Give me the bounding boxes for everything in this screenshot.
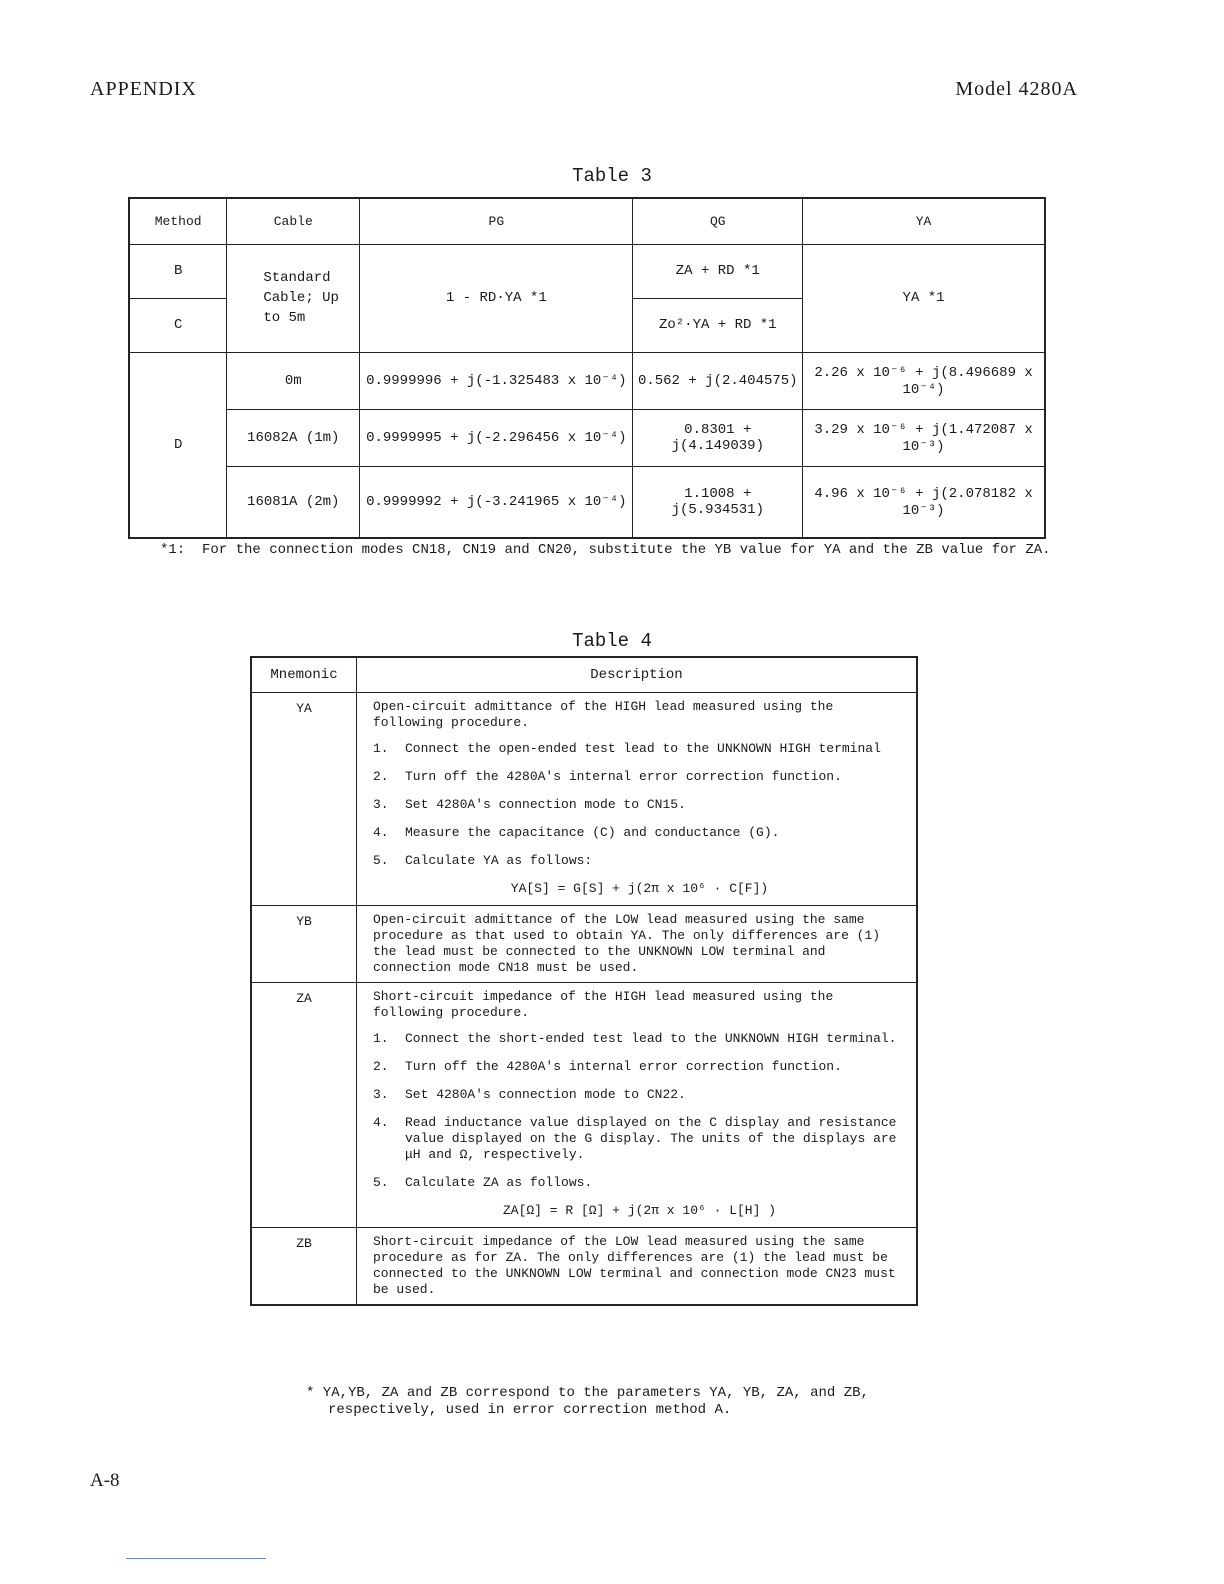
description-cell xyxy=(357,983,918,1228)
table3-row-b xyxy=(129,244,1045,298)
table4-footnote xyxy=(306,1385,869,1419)
step-number: 3. xyxy=(373,797,389,812)
pg-bc: 1 - RD·YA *1 xyxy=(360,244,633,352)
qg-c: Zo²·YA + RD *1 xyxy=(633,298,803,352)
step-number: 3. xyxy=(373,1087,389,1102)
step-item xyxy=(373,1175,906,1191)
description-intro: Short-circuit impedance of the HIGH lead measured using the following procedure. xyxy=(373,989,834,1020)
method-c: C xyxy=(129,298,227,352)
page-number: A-8 xyxy=(90,1470,120,1491)
table-4 xyxy=(250,656,918,1306)
mnemonic-cell: ZA xyxy=(251,983,357,1228)
ya-cell: 4.96 x 10⁻⁶ + j(2.078182 x 10⁻³) xyxy=(803,466,1045,538)
step-item xyxy=(373,1087,906,1103)
ya-cell: 2.26 x 10⁻⁶ + j(8.496689 x 10⁻⁴) xyxy=(803,352,1045,409)
cable-standard: Standard Cable; Up to 5m xyxy=(227,244,360,352)
col-ya: YA xyxy=(803,198,1045,244)
table4-row-zb xyxy=(251,1228,917,1306)
description-cell xyxy=(357,1228,918,1306)
step-item xyxy=(373,825,906,841)
step-text: Turn off the 4280A's internal error correction function. xyxy=(405,1059,842,1074)
mnemonic-cell: ZB xyxy=(251,1228,357,1306)
col-mnemonic: Mnemonic xyxy=(251,657,357,693)
table4-header-row xyxy=(251,657,917,693)
step-number: 2. xyxy=(373,1059,389,1074)
table4-row-za xyxy=(251,983,917,1228)
step-text: Connect the open-ended test lead to the UNKNOWN HIGH terminal xyxy=(405,741,881,756)
header-appendix: APPENDIX xyxy=(90,78,197,100)
table4-row-ya xyxy=(251,693,917,906)
step-text: Set 4280A's connection mode to CN22. xyxy=(405,1087,686,1102)
table4-caption: Table 4 xyxy=(572,630,652,652)
step-number: 1. xyxy=(373,1031,389,1046)
step-text: Calculate ZA as follows. xyxy=(405,1175,593,1190)
step-list xyxy=(373,1031,906,1191)
qg-cell: 1.1008 + j(5.934531) xyxy=(633,466,803,538)
step-number: 5. xyxy=(373,1175,389,1190)
cable-cell: 16081A (2m) xyxy=(227,466,360,538)
qg-cell: 0.562 + j(2.404575) xyxy=(633,352,803,409)
step-item xyxy=(373,853,906,869)
method-d: D xyxy=(129,352,227,538)
ya-cell: 3.29 x 10⁻⁶ + j(1.472087 x 10⁻³) xyxy=(803,409,1045,466)
step-text: Read inductance value displayed on the C display and resistance value displayed on the G display. The units of the displays are μH and Ω, respectively. xyxy=(405,1115,897,1162)
description-intro: Open-circuit admittance of the LOW lead measured using the same procedure as that used to obtain YA. The only differences are (1) the lead must be connected to the UNKNOWN LOW terminal and connection mode CN18 must be used. xyxy=(373,912,881,975)
step-text: Measure the capacitance (C) and conductance (G). xyxy=(405,825,780,840)
table3-row-d-2m xyxy=(129,466,1045,538)
col-method: Method xyxy=(129,198,227,244)
description-intro: Open-circuit admittance of the HIGH lead measured using the following procedure. xyxy=(373,699,834,730)
col-pg: PG xyxy=(360,198,633,244)
bottom-rule xyxy=(126,1558,266,1559)
step-text: Turn off the 4280A's internal error correction function. xyxy=(405,769,842,784)
table4-footnote-line1: * YA,YB, ZA and ZB correspond to the parameters YA, YB, ZA, and ZB, xyxy=(306,1385,869,1401)
qg-b: ZA + RD *1 xyxy=(633,244,803,298)
table3-footnote: *1: For the connection modes CN18, CN19 and CN20, substitute the YB value for YA and the ZB value for ZA. xyxy=(160,542,1051,558)
cable-cell: 16082A (1m) xyxy=(227,409,360,466)
table3-header-row xyxy=(129,198,1045,244)
description-cell xyxy=(357,906,918,983)
cable-cell: 0m xyxy=(227,352,360,409)
step-number: 4. xyxy=(373,825,389,840)
pg-cell: 0.9999996 + j(-1.325483 x 10⁻⁴) xyxy=(360,352,633,409)
step-item xyxy=(373,1115,906,1163)
description-cell xyxy=(357,693,918,906)
pg-cell: 0.9999995 + j(-2.296456 x 10⁻⁴) xyxy=(360,409,633,466)
table4-footnote-line2: respectively, used in error correction method A. xyxy=(328,1402,732,1418)
col-description: Description xyxy=(357,657,918,693)
step-number: 1. xyxy=(373,741,389,756)
step-item xyxy=(373,741,906,757)
step-item xyxy=(373,1031,906,1047)
step-text: Connect the short-ended test lead to the UNKNOWN HIGH terminal. xyxy=(405,1031,897,1046)
step-number: 4. xyxy=(373,1115,389,1130)
qg-cell: 0.8301 + j(4.149039) xyxy=(633,409,803,466)
step-list xyxy=(373,741,906,869)
mnemonic-cell: YA xyxy=(251,693,357,906)
table3-caption: Table 3 xyxy=(572,165,652,187)
method-b: B xyxy=(129,244,227,298)
table3-row-d-0m xyxy=(129,352,1045,409)
col-qg: QG xyxy=(633,198,803,244)
step-text: Calculate YA as follows: xyxy=(405,853,593,868)
table-3 xyxy=(128,197,1046,539)
step-item xyxy=(373,797,906,813)
step-number: 5. xyxy=(373,853,389,868)
step-number: 2. xyxy=(373,769,389,784)
step-item xyxy=(373,769,906,785)
pg-cell: 0.9999992 + j(-3.241965 x 10⁻⁴) xyxy=(360,466,633,538)
step-text: Set 4280A's connection mode to CN15. xyxy=(405,797,686,812)
description-intro: Short-circuit impedance of the LOW lead measured using the same procedure as for ZA. The only differences are (1) the lead must be connected to the UNKNOWN LOW terminal and connection mode CN23 must be used. xyxy=(373,1234,896,1297)
col-cable: Cable xyxy=(227,198,360,244)
formula-za: ZA[Ω] = R [Ω] + j(2π x 10⁶ · L[H] ) xyxy=(502,1203,777,1218)
formula-ya: YA[S] = G[S] + j(2π x 10⁶ · C[F]) xyxy=(510,881,769,896)
mnemonic-cell: YB xyxy=(251,906,357,983)
table4-row-yb xyxy=(251,906,917,983)
ya-bc: YA *1 xyxy=(803,244,1045,352)
table3-row-d-1m xyxy=(129,409,1045,466)
header-model: Model 4280A xyxy=(955,78,1078,100)
step-item xyxy=(373,1059,906,1075)
